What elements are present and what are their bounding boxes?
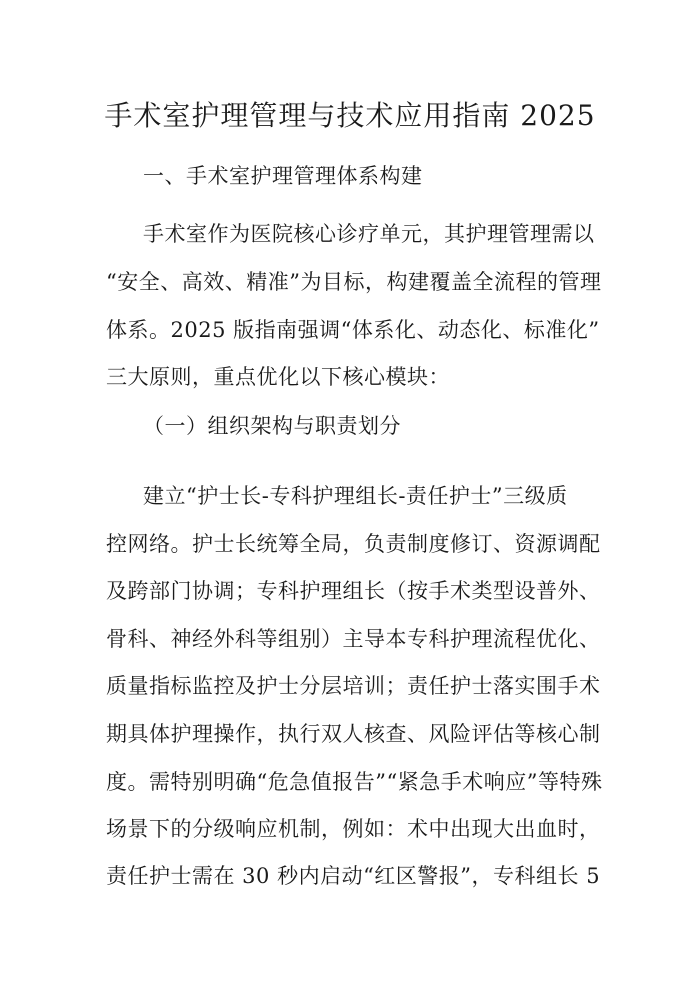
paragraph-line: 手术室作为医院核心诊疗单元，其护理管理需以 [143, 222, 595, 246]
section-heading: 一、手术室护理管理体系构建 [143, 164, 423, 188]
document-title: 手术室护理管理与技术应用指南 2025 [104, 99, 596, 132]
paragraph-line: 及跨部门协调；专科护理组长（按手术类型设普外、 [106, 579, 601, 603]
paragraph-line: 控网络。护士长统筹全局，负责制度修订、资源调配 [106, 532, 601, 556]
paragraph-line: 质量指标监控及护士分层培训；责任护士落实围手术 [106, 674, 601, 698]
subsection-heading: （一）组织架构与职责划分 [143, 414, 401, 438]
paragraph-line: 体系。2025 版指南强调“体系化、动态化、标准化” [106, 318, 600, 342]
paragraph-line: “安全、高效、精准”为目标，构建覆盖全流程的管理 [106, 270, 602, 294]
paragraph-line: 建立“护士长-专科护理组长-责任护士”三级质 [143, 484, 568, 508]
paragraph-line: 期具体护理操作，执行双人核查、风险评估等核心制 [106, 722, 601, 746]
paragraph-line: 三大原则，重点优化以下核心模块： [106, 365, 450, 389]
paragraph-line: 场景下的分级响应机制，例如：术中出现大出血时， [106, 817, 601, 841]
paragraph-line: 骨科、神经外科等组别）主导本专科护理流程优化、 [106, 627, 601, 651]
paragraph-line: 责任护士需在 30 秒内启动“红区警报”，专科组长 5 [106, 864, 601, 888]
paragraph-line: 度。需特别明确“危急值报告”“紧急手术响应”等特殊 [106, 770, 603, 794]
